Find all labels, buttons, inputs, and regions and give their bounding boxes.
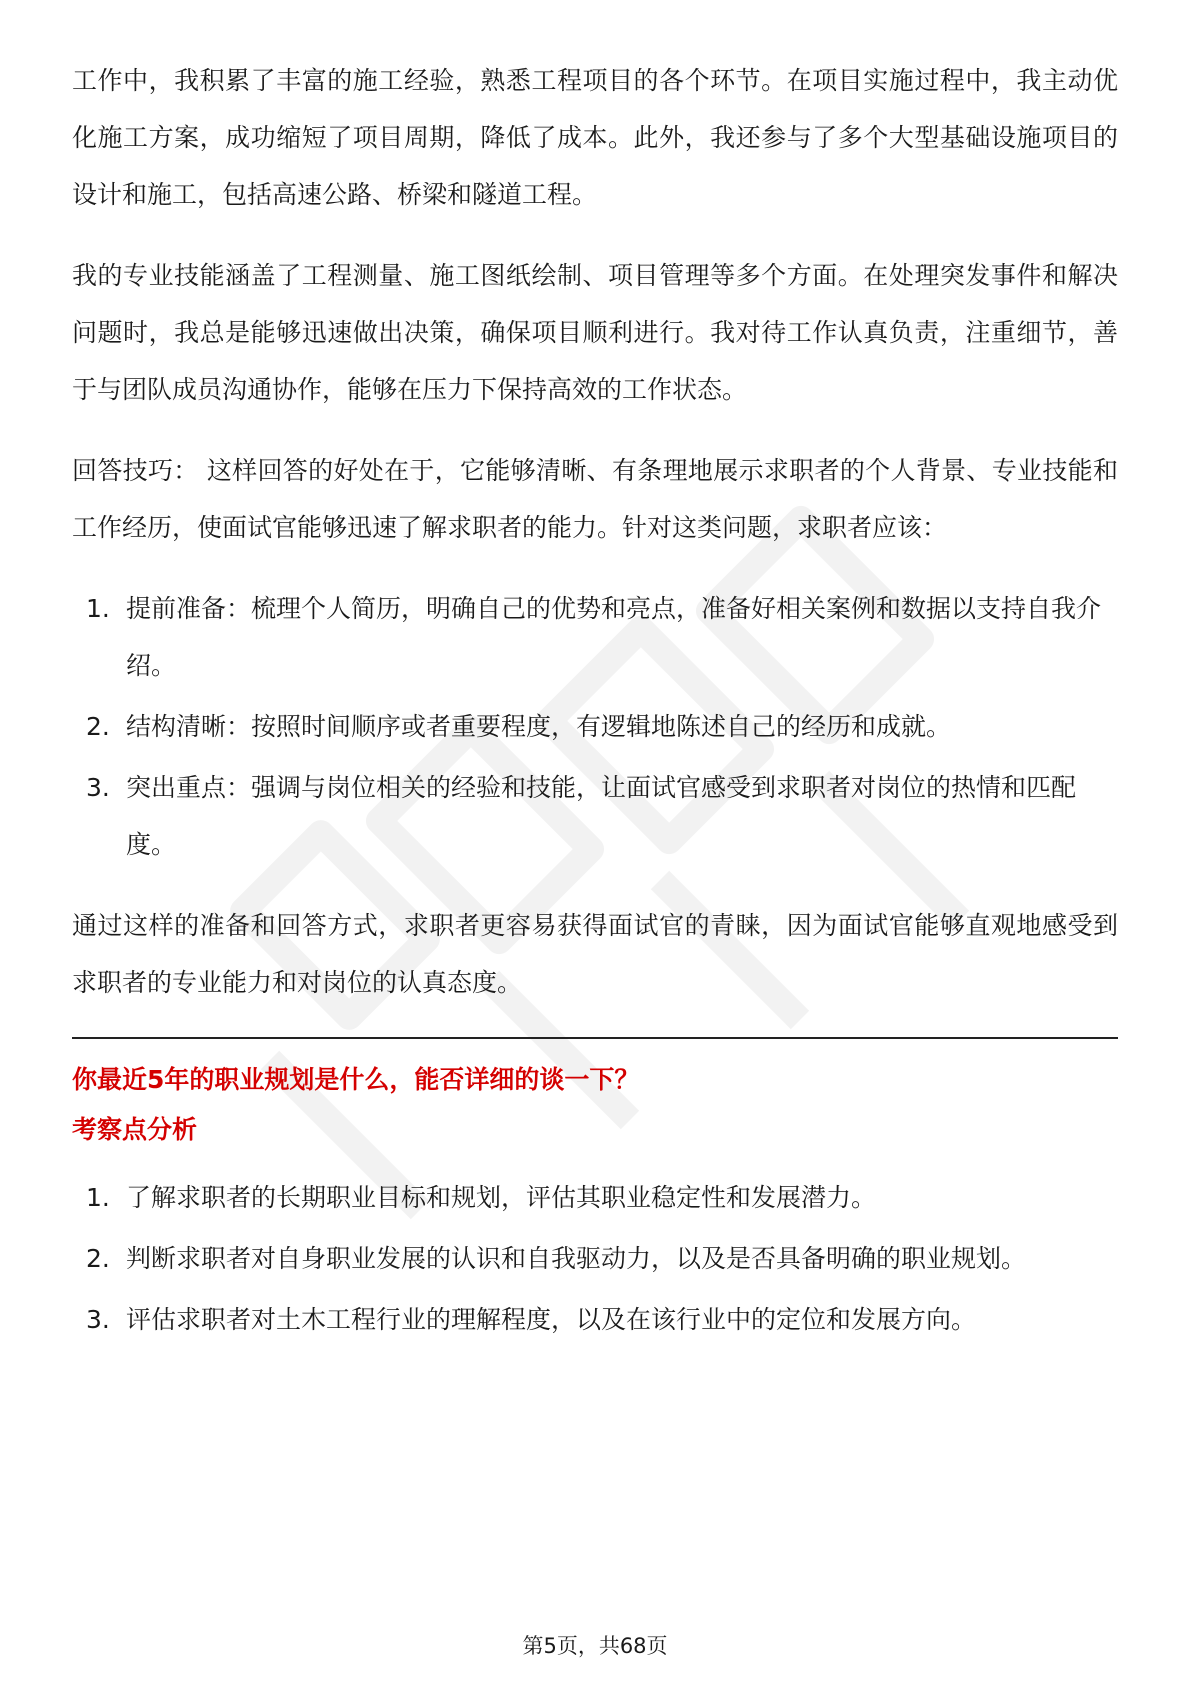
list-item-text: 了解求职者的长期职业目标和规划，评估其职业稳定性和发展潜力。 <box>126 1183 877 1212</box>
list-item-text: 突出重点：强调与岗位相关的经验和技能，让面试官感受到求职者对岗位的热情和匹配度。 <box>126 773 1077 859</box>
paragraph-conclusion: 通过这样的准备和回答方式，求职者更容易获得面试官的青睐，因为面试官能够直观地感受到求职者的专业能力和对岗位的认真态度。 <box>72 911 1118 997</box>
list-item-number: 3. <box>86 773 110 802</box>
list-item <box>72 1291 1118 1348</box>
list-item <box>72 1230 1118 1287</box>
analysis-points-list <box>72 1169 1118 1348</box>
analysis-heading: 考察点分析 <box>72 1115 198 1144</box>
list-item-number: 1. <box>86 594 110 623</box>
page-footer: 第5页，共68页 <box>522 1634 668 1658</box>
list-item-text: 评估求职者对土木工程行业的理解程度，以及在该行业中的定位和发展方向。 <box>126 1305 977 1334</box>
paragraph-experience: 工作中，我积累了丰富的施工经验，熟悉工程项目的各个环节。在项目实施过程中，我主动优化施工方案，成功缩短了项目周期，降低了成本。此外，我还参与了多个大型基础设施项目的设计和施工，包括高速公路、桥梁和隧道工程。 <box>72 66 1118 209</box>
list-item-number: 1. <box>86 1183 110 1212</box>
tips-list <box>72 580 1118 873</box>
list-item-text: 提前准备：梳理个人简历，明确自己的优势和亮点，准备好相关案例和数据以支持自我介绍。 <box>126 594 1102 680</box>
list-item-number: 2. <box>86 1244 110 1273</box>
list-item <box>72 580 1118 694</box>
list-item-text: 结构清晰：按照时间顺序或者重要程度，有逻辑地陈述自己的经历和成就。 <box>126 712 952 741</box>
list-item <box>72 698 1118 755</box>
list-item-text: 判断求职者对自身职业发展的认识和自我驱动力，以及是否具备明确的职业规划。 <box>126 1244 1027 1273</box>
list-item-number: 2. <box>86 712 110 741</box>
list-item <box>72 1169 1118 1226</box>
paragraph-answer-tips: 回答技巧： 这样回答的好处在于，它能够清晰、有条理地展示求职者的个人背景、专业技能和工作经历，使面试官能够迅速了解求职者的能力。针对这类问题，求职者应该： <box>72 456 1118 542</box>
list-item <box>72 759 1118 873</box>
paragraph-skills: 我的专业技能涵盖了工程测量、施工图纸绘制、项目管理等多个方面。在处理突发事件和解决问题时，我总是能够迅速做出决策，确保项目顺利进行。我对待工作认真负责，注重细节，善于与团队成员沟通协作，能够在压力下保持高效的工作状态。 <box>72 261 1118 404</box>
document-body <box>72 52 1118 1372</box>
question-title: 你最近5年的职业规划是什么，能否详细的谈一下？ <box>72 1065 640 1094</box>
section-divider <box>72 1037 1118 1039</box>
list-item-number: 3. <box>86 1305 110 1334</box>
